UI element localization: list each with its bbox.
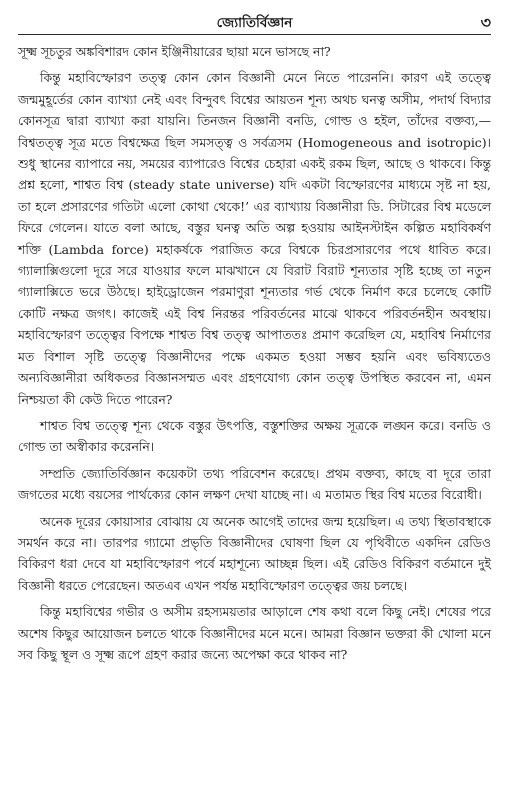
running-title: জ্যোতির্বিজ্ঞান: [216, 15, 293, 31]
running-header: [18, 6, 491, 35]
paragraph-conclusion: কিন্তু মহাবিশ্বের গভীর ও অসীম রহস্যময়তার আড়ালে শেষ কথা বলে কিছু নেই। শেষের পরে অশেষ কিছুর আয়োজন চলতে থাকে বিজ্ঞানীদের মনে মনে। আমরা বিজ্ঞান ভক্তরা কী খোলা মনে সব কিছু স্থূল ও সূক্ষ্ম রূপে গ্রহণ করার জন্যে অপেক্ষা করে থাকব না?: [18, 604, 491, 662]
paragraph-big-bang-objections: কিন্তু মহাবিস্ফোরণ তত্ত্ব কোন কোন বিজ্ঞানী মেনে নিতে পারেননি। কারণ এই তত্ত্বে জন্মমুহূর্তের কোন ব্যাখ্যা নেই এবং বিন্দুবৎ বিশ্বের আয়তন শূন্য অথচ ঘনত্ব অসীম, পদার্থ বিদ্যার কোনসূত্র দ্বারা ব্যাখ্যা করা যায়নি। তিনজন বিজ্ঞানী বনডি, গোল্ড ও হইল, তাঁদের বক্তব্য,—বিশ্বতত্ত্ব সূত্র মতে বিশ্বক্ষেত্র ছিল সমসত্ত্ব ও সর্বত্রসম (Homogeneous and isotropic)। শুধু স্থানের ব্যাপারে নয়, সময়ের ব্যাপারেও বিশ্বের চেহারা একই রকম ছিল, আছে ও থাকবে। কিন্তু প্রশ্ন হলো, শাশ্বত বিশ্ব (steady state universe) যদি একটা বিস্ফোরণের মাধ্যমে সৃষ্ট না হয়, তা হলে প্রসারণের গতিটা এলো কোথা থেকে!’ এর ব্যাখ্যায় বিজ্ঞানীরা ডি. সিটারের বিশ্ব মডেলে ফিরে গেলেন। যাতে বলা আছে, বস্তুর ঘনত্ব অতি অল্প হওয়ায় আইনস্টাইন কল্পিত মহাবিকর্ষণ শক্তি (Lambda force) মহাকর্ষকে পরাজিত করে বিশ্বকে চিরপ্রসারণের পথে ধাবিত করে। গ্যালাক্সিগুলো দূরে সরে যাওয়ার ফলে মাঝখানে যে বিরাট বিরাট শূন্যতার সৃষ্টি হচ্ছে তা নতুন গ্যালাক্সিতে ভরে উঠছে। হাইড্রোজেন পরমাণুরা শূন্যতার গর্ভ থেকে নির্মাণ করে চলেছে কোটি কোটি নক্ষত্র জগৎ। কাজেই এই বিশ্ব নিরন্তর পরিবর্তনের মাঝে থাকবে পরিবর্তনহীন অবস্থায়। মহাবিস্ফোরণ তত্ত্বের বিপক্ষে শাশ্বত বিশ্ব তত্ত্ব আপাততঃ প্রমাণ করেছিল যে, মহাবিশ্ব নির্মাণের মত বিশাল সৃষ্টি তত্ত্বে বিজ্ঞানীদের পক্ষে একমত হওয়া সম্ভব হয়নি এবং ভবিষ্যতেও অন্যবিজ্ঞানীরা অধিকতর বিজ্ঞানসম্মত এবং গ্রহণযোগ্য কোন তত্ত্ব উপস্থিত করবেন না, এমন নিশ্চয়তা কী কেউ দিতে পারেন?: [18, 70, 491, 407]
paragraph-matter-creation: শাশ্বত বিশ্ব তত্ত্বে শূন্য থেকে বস্তুর উৎপত্তি, বস্তুশক্তির অক্ষয় সূত্রকে লঙ্ঘন করে। বনডি ও গোল্ড তা অস্বীকার করেননি।: [18, 417, 491, 455]
body-text: [18, 41, 491, 665]
page-number: ৩: [480, 13, 491, 32]
paragraph-recent-findings: সম্প্রতি জ্যোতির্বিজ্ঞান কয়েকটা তথ্য পরিবেশন করেছে। প্রথম বক্তব্য, কাছে বা দূরে তারা জগতের মধ্যে বয়সের পার্থক্যের কোন লক্ষণ দেখা যাচ্ছে না। এ মতামত স্থির বিশ্ব মতের বিরোধী।: [18, 465, 491, 503]
paragraph-continuation: সূক্ষ্ম সূচতুর অঙ্কবিশারদ কোন ইঞ্জিনীয়ারের ছায়া মনে ভাসছে না?: [18, 44, 331, 59]
paragraph-quasars-radiation: অনেক দূরের কোয়াসার বোঝায় যে অনেক আগেই তাদের জন্ম হয়েছিল। এ তথ্য স্থিতাবস্থাকে সমর্থন করে না। তারপর গ্যামো প্রভৃতি বিজ্ঞানীদের ঘোষণা ছিল যে পৃথিবীতে একদিন রেডিও বিকিরণ ধরা দেবে যা মহাবিস্ফোরণ পর্বে মহাশূন্যে আচ্ছন্ন ছিল। এই রেডিও বিকিরণ বর্তমানে দুই বিজ্ঞানী ধরতে পেরেছেন। অতএব এখন পর্যন্ত মহাবিস্ফোরণ তত্ত্বের জয় চলছে।: [18, 513, 491, 593]
